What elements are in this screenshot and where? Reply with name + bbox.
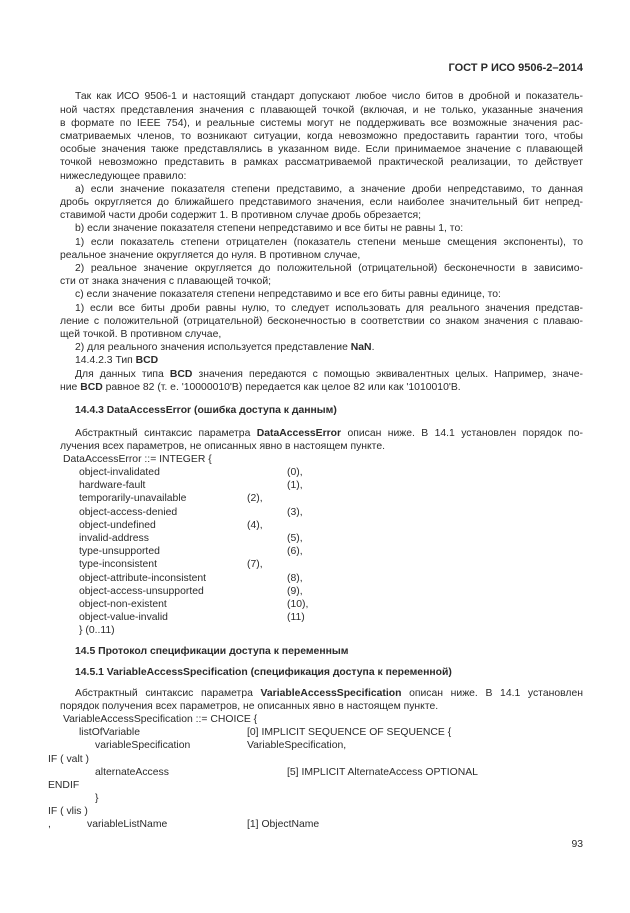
code-line: variableListName (87, 819, 168, 830)
nan-term: NaN (350, 342, 372, 353)
code-line: [0] IMPLICIT SEQUENCE OF SEQUENCE { (247, 727, 452, 738)
text-line (75, 341, 583, 354)
text-line: сматриваемых членов, то возникают ситуации, когда невозможно предоставить гарантии того, чтобы (60, 131, 583, 142)
code-line: VariableAccessSpecification ::= CHOICE { (63, 714, 258, 725)
text-line: точкой невозможно представить в рамках рассматриваемой практической реализации, то действует (60, 157, 583, 168)
section-heading: 14.4.3 DataAccessError (ошибка доступа к данным) (75, 405, 337, 416)
enum-value: (0), (287, 467, 303, 478)
enum-name: temporarily-unavailable (79, 493, 187, 504)
code-line: [1] ObjectName (247, 819, 320, 830)
text-line: 1) если все биты дроби равны нулю, то следует использовать для реального значения представ- (75, 303, 583, 314)
text-line: ставимой части дроби содержит 1. В противном случае дробь обрезается; (60, 210, 422, 221)
enum-name: object-attribute-inconsistent (79, 573, 207, 584)
bcd-term: BCD (80, 382, 103, 393)
text-line: порядок получения всех параметров, не описанных явно в настоящем пункте. (60, 701, 439, 712)
section-heading: 14.5 Протокол спецификации доступа к переменным (75, 646, 349, 657)
term: VariableAccessSpecification (260, 688, 402, 699)
text-line: нижеследующее правило: (60, 171, 187, 182)
code-line: ENDIF (48, 780, 80, 791)
enum-value: (11) (287, 612, 305, 623)
page-number: 93 (571, 839, 583, 850)
enum-value: (7), (247, 559, 263, 570)
code-line: alternateAccess (95, 767, 169, 778)
enum-name: object-access-unsupported (79, 586, 204, 597)
subsection-heading: 14.5.1 VariableAccessSpecification (спецификация доступа к переменной) (75, 667, 452, 678)
enum-value: (6), (287, 546, 303, 557)
enum-value: (8), (287, 573, 303, 584)
text-segment: равное 82 (т. е. '10000010'B) передается как целое 82 или как '1010010'B. (102, 382, 461, 393)
text-segment: Абстрактный синтаксис параметра (75, 688, 261, 699)
enum-value: (5), (287, 533, 303, 544)
enum-name: object-value-invalid (79, 612, 168, 623)
enum-name: object-invalidated (79, 467, 160, 478)
text-segment: описан ниже. В 14.1 установлен порядок по- (341, 428, 583, 439)
text-segment: ние (60, 382, 81, 393)
text-line (75, 427, 583, 440)
code-line: IF ( valt ) (48, 754, 89, 765)
bcd-term: BCD (135, 355, 159, 366)
text-segment: 14.4.2.3 Тип (75, 355, 136, 366)
enum-value: (4), (247, 520, 263, 531)
text-line: а) если значение показателя степени представимо, а значение дроби непредставимо, то данная (75, 184, 583, 195)
bcd-term: BCD (169, 369, 193, 380)
enum-value: (9), (287, 586, 303, 597)
text-line: c) если значение показателя степени непредставимо и все его биты равны единице, то: (75, 289, 501, 300)
code-line: } (0..11) (79, 625, 115, 636)
text-segment: описан ниже. В 14.1 установлен (401, 688, 583, 699)
text-line (75, 368, 583, 381)
text-line: 2) реальное значение округляется до положительной (отрицательной) бесконечности в зависимо- (75, 263, 583, 274)
text-line: лучения всех параметров, не описанных явно в настоящем пункте. (60, 441, 385, 452)
text-line (75, 687, 583, 700)
text-segment: Для данных типа (75, 369, 170, 380)
page-header: ГОСТ Р ИСО 9506-2–2014 (448, 62, 583, 74)
enum-name: object-non-existent (79, 599, 167, 610)
code-line: [5] IMPLICIT AlternateAccess OPTIONAL (287, 767, 478, 778)
enum-name: type-unsupported (79, 546, 160, 557)
code-line: } (95, 793, 99, 804)
code-line: variableSpecification (95, 740, 191, 751)
text-line: сти от знака значения с плавающей точкой; (60, 276, 272, 287)
text-segment: . (371, 342, 375, 353)
text-line (60, 381, 583, 394)
bcd-subsection-title (75, 354, 583, 367)
text-line: 1) если показатель степени отрицателен (показатель степени меньше смещения экспоненты), то (75, 237, 583, 248)
enum-name: invalid-address (79, 533, 149, 544)
code-line: DataAccessError ::= INTEGER { (63, 454, 212, 465)
enum-name: type-inconsistent (79, 559, 157, 570)
enum-value: (2), (247, 493, 263, 504)
enum-value: (10), (287, 599, 309, 610)
text-line: особые значения также представлялись в указанном виде. Если принимаемое значение с плавающей (60, 144, 583, 155)
text-line: ление с положительной (отрицательной) бесконечностью в соответствии со знаком значения с плаваю- (60, 316, 583, 327)
text-segment: Абстрактный синтаксис параметра (75, 428, 257, 439)
enum-name: object-undefined (79, 520, 156, 531)
text-line: дробь округляется до ближайшего представимого значения, если наиболее значительный бит непред- (60, 197, 583, 208)
text-line: ной частях представления значения с плавающей точкой (включая, и не только, указанные значения (60, 105, 583, 116)
enum-name: hardware-fault (79, 480, 146, 491)
code-line: , (48, 819, 51, 830)
code-line: listOfVariable (79, 727, 141, 738)
enum-value: (3), (287, 507, 303, 518)
text-line: реальное значение округляется до нуля. В противном случае, (60, 250, 361, 261)
text-line: щей точкой. В противном случае, (60, 329, 222, 340)
text-line: в формате по IEEE 754), и реальные системы могут не поддерживать все возможные значения рас- (60, 118, 583, 129)
enum-name: object-access-denied (79, 507, 178, 518)
text-line: b) если значение показателя степени непредставимо и все биты не равны 1, то: (75, 223, 464, 234)
term: DataAccessError (256, 428, 342, 439)
text-segment: 2) для реального значения используется представление (75, 342, 351, 353)
enum-value: (1), (287, 480, 303, 491)
code-line: IF ( vlis ) (48, 806, 88, 817)
code-line: VariableSpecification, (247, 740, 347, 751)
text-line: Так как ИСО 9506-1 и настоящий стандарт допускают любое число битов в дробной и показатель- (75, 91, 583, 102)
text-segment: значения передаются с помощью эквивалентных целых. Например, значе- (192, 369, 584, 380)
